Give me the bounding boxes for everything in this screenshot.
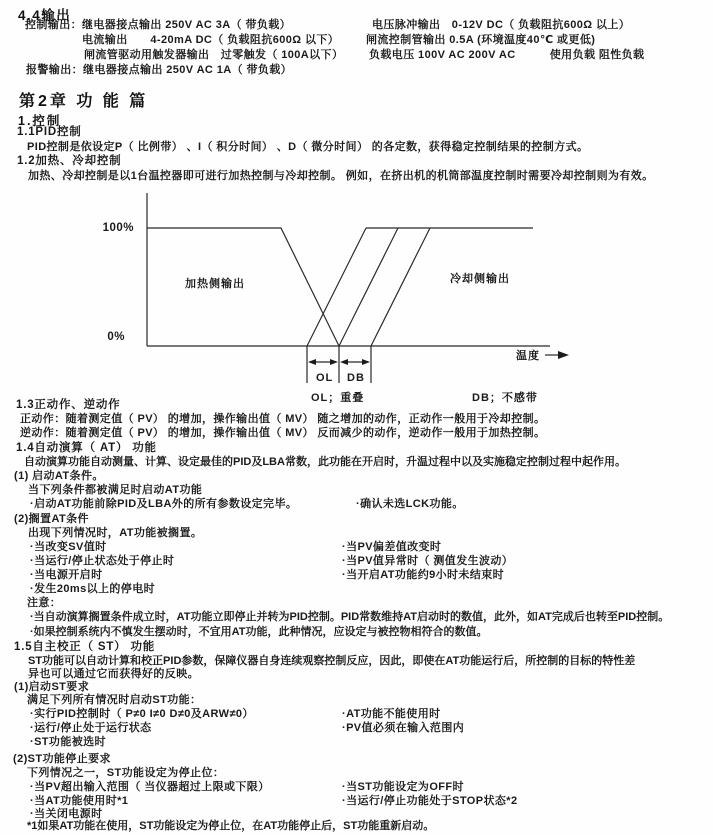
pid-control-body: PID控制是依设定P（ 比例带） 、I（ 积分时间） 、D（ 微分时间） 的各定数，获得稳定控制结果的控制方式。 [27,141,589,153]
st-stop-line: 下列情况之一，ST功能设定为停止位： [27,767,225,779]
heatcool-body: 加热、冷却控制是以1台温控器即可进行加热控制与冷却控制。 例如，在挤出机的机筒部温度控制时需要冷却控制则为有效。 [28,170,654,182]
at-pause-bullet: ·当开启AT功能约9小时未结束时 [342,569,505,581]
at-start-heading: (1) 启动AT条件。 [14,470,104,482]
st-body-line2: 异也可以通过它而获得好的反映。 [28,668,199,680]
section-1-5-heading: 1.5自主校正（ ST） 功能 [14,641,156,653]
db-label: DB [347,372,365,384]
at-start-line: 当下列条件都被满足时启动AT功能 [28,484,203,496]
st-start-line: 满足下列所有情况时启动ST功能： [27,694,202,706]
spec-triac-output: 闸流控制管输出 0.5A (环境温度40℃ 或更低) [366,34,596,46]
section-1-control-heading: 1.控制 [18,114,62,128]
spec-trigger-output: 闸流管驱动用触发器输出 过零触发（ 100A以下） [84,49,344,61]
footnote-1: *1如果AT功能在使用，ST功能设定为停止位，在AT功能停止后，ST功能重新启动。 [27,820,435,832]
y-axis-0-label: 0% [107,331,125,343]
at-pause-bullet: ·发生20ms以上的停电时 [30,583,155,595]
at-pause-bullet: ·当改变SV值时 [30,541,107,553]
st-stop-heading: (2)ST功能停止要求 [13,753,111,765]
cooling-line-deadband [371,228,430,346]
at-pause-bullet: ·当PV偏差值改变时 [342,541,442,553]
spec-alarm-output: 报警输出：继电器接点输出 250V AC 1A（ 带负载） [26,64,293,76]
heat-cool-diagram [0,188,713,406]
spec-load-voltage: 负载电压 100V AC 200V AC 使用负载 阻性负载 [369,49,645,61]
st-stop-bullet: ·当运行/停止功能处于STOP状态*2 [342,795,518,807]
db-arrowhead-left [340,359,348,365]
db-arrowhead-right [362,359,370,365]
at-pause-line: 出现下列情况时，AT功能被搁置。 [28,527,203,539]
st-stop-bullet: ·当关闭电源时 [30,808,103,820]
spec-voltage-pulse-output: 电压脉冲输出 0-12V DC（ 负载阻抗600Ω 以上） [372,19,631,31]
section-1-1-heading: 1.1PID控制 [17,126,82,138]
at-pause-bullet: ·当PV值异常时（ 测值发生波动） [342,555,514,567]
section-1-2-heading: 1.2加热、冷却控制 [17,155,122,167]
y-axis-100-label: 100% [102,222,134,234]
note-heading: 注意： [27,597,62,609]
note-item: ·当自动演算搁置条件成立时，AT功能立即停止并转为PID控制。PID常数维持AT启动时的数值，此外，如AT完成后也转至PID控制。 [30,611,670,623]
cooling-side-label: 冷却侧输出 [450,273,510,285]
st-stop-bullet: ·当AT功能使用时*1 [30,795,129,807]
chapter-2-title: 第2章 功 能 篇 [19,93,149,110]
spec-current-output: 电流输出 4-20mA DC（ 负载阻抗600Ω 以下） [82,34,340,46]
at-start-bullet-right: ·确认未选LCK功能。 [356,498,464,510]
st-stop-bullet: ·当PV超出输入范围（ 当仪器超过上限或下限） [30,781,270,793]
st-start-heading: (1)启动ST要求 [14,681,90,693]
spec-control-output: 控制输出：继电器接点输出 250V AC 3A（ 带负载） [25,19,292,31]
temperature-arrowhead [558,351,569,359]
direct-action-line: 正动作：随着测定值（ PV） 的增加，操作输出值（ MV） 随之增加的动作，正动作一般用于冷却控制。 [20,413,546,425]
st-start-bullet: ·运行/停止处于运行状态 [30,722,152,734]
at-pause-bullet: ·当运行/停止状态处于停止时 [30,555,175,567]
heating-side-label: 加热侧输出 [185,278,245,290]
ol-arrowhead-right [330,359,338,365]
section-1-3-heading: 1.3正动作、逆动作 [16,399,121,411]
st-stop-bullet: ·当ST功能设定为OFF时 [342,781,464,793]
reverse-action-line: 逆动作：随着测定值（ PV） 的增加，操作输出值（ MV） 反而减少的动作，逆动作一般用于加热控制。 [20,427,546,439]
st-start-bullet: ·PV值必须在输入范围内 [342,722,465,734]
st-start-bullet: ·ST功能被选时 [30,736,106,748]
db-note: DB；不感带 [472,392,538,404]
at-start-bullet-left: ·启动AT功能前除PID及LBA外的所有参数设定完毕。 [30,498,298,510]
st-start-bullet: ·实行PID控制时（ P≠0 I≠0 D≠0及ARW≠0） [30,708,254,720]
at-intro: 自动演算功能自动测量、计算、设定最佳的PID及LBA常数，此功能在开启时，升温过程中以及实施稳定控制过程中起作用。 [24,456,626,468]
ol-note: OL；重叠 [311,392,365,404]
st-start-bullet: ·AT功能不能使用时 [342,708,441,720]
ol-label: OL [316,372,334,384]
note-item: ·如果控制系统内不慎发生摆动时，不宜用AT功能，此种情况，应设定与被控物相符合的数值。 [30,626,488,638]
at-pause-bullet: ·当电源开启时 [30,569,103,581]
section-1-4-heading: 1.4自动演算（ AT） 功能 [16,442,157,454]
cooling-line-overlap [307,228,366,346]
at-pause-heading: (2)搁置AT条件 [14,513,89,525]
st-body-line1: ST功能可以自动计算和校正PID参数，保障仪器自身连续观察控制反应，因此，即使在AT功能运行后，所控制的目标的特性差 [28,655,636,667]
ol-arrowhead-left [308,359,316,365]
cooling-line-nominal [339,228,398,346]
temperature-label: 温度 [516,350,540,362]
section-4-4-heading: 4.4输出 [18,8,72,23]
